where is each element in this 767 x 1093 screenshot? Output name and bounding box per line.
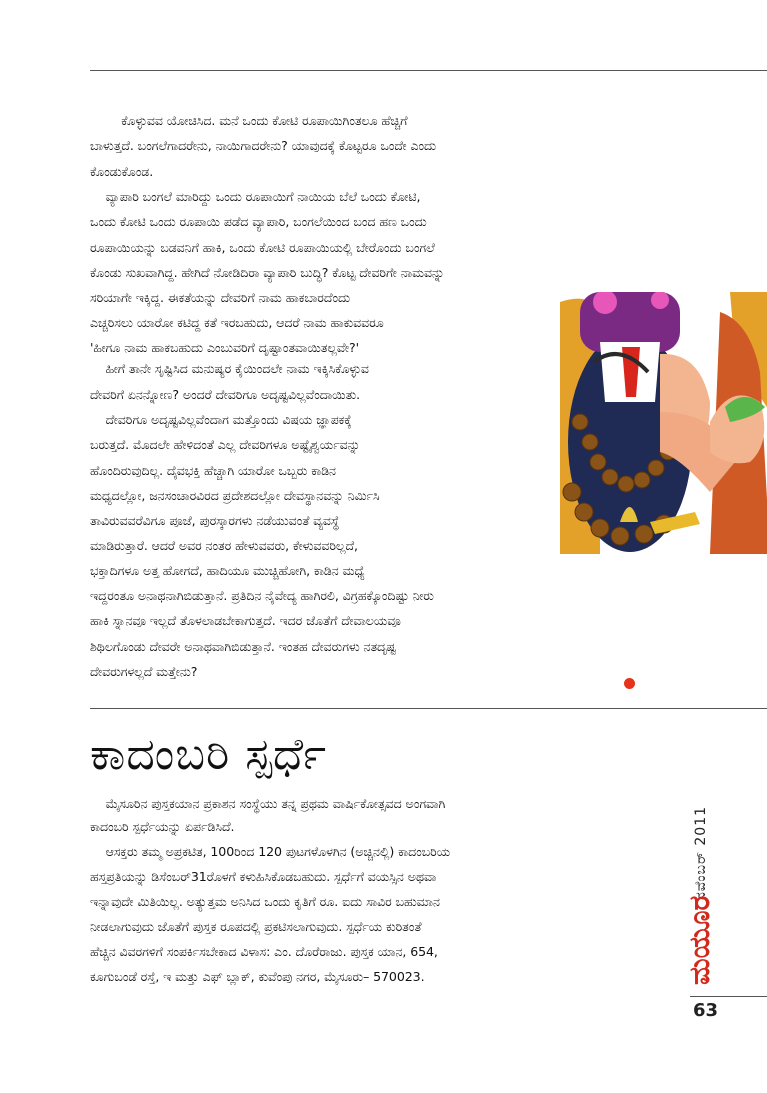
notice-line: ಹಸ್ತಪ್ರತಿಯನ್ನು ಡಿಸೆಂಬರ್31ರೊಳಗೆ ಕಳುಹಿಸಿಕೊಡಬಹುದು. ಸ್ಪರ್ಧೆಗೆ ವಯಸ್ಸಿನ ಅಥವಾ xyxy=(90,869,437,884)
article-line: ಒಂದು ಕೋಟಿ ಒಂದು ರೂಪಾಯಿ ಪಡೆದ ವ್ಯಾಪಾರಿ, ಬಂಗಲೆಯಿಂದ ಬಂದ ಹಣ ಒಂದು xyxy=(90,214,427,229)
top-rule xyxy=(90,70,767,71)
article-line: ಹೊಂದಿರುವುದಿಲ್ಲ. ದೈವಭಕ್ತಿ ಹೆಚ್ಚಾಗಿ ಯಾರೋ ಒಬ್ಬರು ಕಾಡಿನ xyxy=(90,463,336,478)
page-number: 63 xyxy=(693,1000,719,1021)
footer-rule xyxy=(690,996,767,997)
article-line: ವ್ಯಾಪಾರಿ ಬಂಗಲೆ ಮಾರಿದ್ದು ಒಂದು ರೂಪಾಯಿಗೆ ನಾಯಿಯ ಬೆಲೆ ಒಂದು ಕೋಟಿ, xyxy=(90,189,421,204)
article-line: ದೇವರಿಗೂ ಅದೃಷ್ಟವಿಲ್ಲವೆಂದಾಗ ಮತ್ತೊಂದು ವಿಷಯ ಜ್ಞಾಪಕಕ್ಕೆ xyxy=(90,412,352,427)
article-line: ಇದ್ದರಂತೂ ಅನಾಥನಾಗಿಬಿಡುತ್ತಾನೆ. ಪ್ರತಿದಿನ ನೈವೇದ್ಯ ಹಾಗಿರಲಿ, ವಿಗ್ರಹಕ್ಕೊಂದಿಷ್ಟು ನೀರು xyxy=(90,588,434,603)
article-line: ಕೊಳ್ಳುವವ ಯೋಚಿಸಿದ. ಮನೆ ಒಂದು ಕೋಟಿ ರೂಪಾಯಿಗಿಂತಲೂ ಹೆಚ್ಚಿಗೆ xyxy=(90,113,408,128)
notice-line: ಹೆಚ್ಚಿನ ವಿವರಗಳಿಗೆ ಸಂಪರ್ಕಿಸಬೇಕಾದ ವಿಳಾಸ: ಎಂ. ದೊರೆರಾಜು. ಪುಸ್ತಕ ಯಾನ, 654, xyxy=(90,944,438,959)
article-line: ಶಿಥಿಲಗೊಂಡು ದೇವರೇ ಅನಾಥವಾಗಿಬಿಡುತ್ತಾನೆ. ಇಂತಹ ದೇವರುಗಳು ನತದೃಷ್ಟ xyxy=(90,639,396,654)
article-line: ಬಾಳುತ್ತದೆ. ಬಂಗಲೆಗಾದರೇನು, ನಾಯಿಗಾದರೇನು? ಯಾವುದಕ್ಕೆ ಕೊಟ್ಟರೂ ಒಂದೇ ಎಂದು xyxy=(90,138,437,153)
notice-line: ಆಸಕ್ತರು ತಮ್ಮ ಅಪ್ರಕಟಿತ, 100ರಿಂದ 120 ಪುಟಗಳೊಳಗಿನ (ಅಚ್ಚಿನಲ್ಲಿ) ಕಾದಂಬರಿಯ xyxy=(90,844,451,859)
article-line: ಎಚ್ಚರಿಸಲು ಯಾರೋ ಕಟಿದ್ದ ಕತೆ ಇರಬಹುದು, ಆದರೆ ನಾಮ ಹಾಕುವವರೂ xyxy=(90,315,384,330)
article-line: 'ಹೀಗೂ ನಾಮ ಹಾಕಬಹುದು ಎಂಬುವರಿಗೆ ದೃಷ್ಟಾಂತವಾಯಿತಲ್ಲವೇ?' xyxy=(90,340,359,355)
article-line: ಮಧ್ಯದಲ್ಲೋ, ಜನಸಂಚಾರವಿರದ ಪ್ರದೇಶದಲ್ಲೋ ದೇವಸ್ಥಾನವನ್ನು ನಿರ್ಮಿಸಿ xyxy=(90,488,380,503)
article-line: ದೇವರಿಗೆ ಏನನ್ನೋಣ? ಅಂದರೆ ದೇವರಿಗೂ ಅದೃಷ್ಟವಿಲ್ಲವೆಂದಾಯಿತು. xyxy=(90,387,361,402)
article-line: ಮಾಡಿರುತ್ತಾರೆ. ಆದರೆ ಅವರ ನಂತರ ಹೇಳುವವರು, ಕೇಳುವವರಿಲ್ಲದೆ, xyxy=(90,538,358,553)
issue-date: ನವೆಂಬರ್ 2011 xyxy=(693,805,709,900)
notice-line: ಮೈಸೂರಿನ ಪುಸ್ತಕಯಾನ ಪ್ರಕಾಶನ ಸಂಸ್ಥೆಯು ತನ್ನ ಪ್ರಥಮ ವಾರ್ಷಿಕೋತ್ಸವದ ಅಂಗವಾಗಿ xyxy=(90,796,446,811)
article-line: ಹಾಕಿ ಸ್ನಾನವೂ ಇಲ್ಲದೆ ತೊಳಲಾಡಬೇಕಾಗುತ್ತದೆ. ಇದರ ಜೊತೆಗೆ ದೇವಾಲಯವೂ xyxy=(90,613,401,628)
notice-line: ಇನ್ನಾವುದೇ ಮಿತಿಯಿಲ್ಲ. ಅತ್ಯುತ್ತಮ ಅನಿಸಿದ ಒಂದು ಕೃತಿಗೆ ರೂ. ಐದು ಸಾವಿರ ಬಹುಮಾನ xyxy=(90,894,440,909)
notice-line: ಕೂಗುಬಂಡೆ ರಸ್ತೆ, ಇ ಮತ್ತು ಎಫ್ ಬ್ಲಾಕ್, ಕುವೆಂಪು ನಗರ, ಮೈಸೂರು– 570023. xyxy=(90,969,425,984)
article-line: ಹೀಗೆ ತಾನೇ ಸೃಷ್ಟಿಸಿದ ಮನುಷ್ಯರ ಕೈಯಿಂದಲೇ ನಾಮ ಇಕ್ಕಿಸಿಕೊಳ್ಳುವ xyxy=(90,361,369,376)
article-line: ಕೊಂಡು ಸುಖವಾಗಿದ್ದ. ಹೇಗಿದೆ ನೋಡಿದಿರಾ ವ್ಯಾಪಾರಿ ಬುದ್ಧಿ? ಕೊಟ್ಟ ದೇವರಿಗೇ ನಾಮವನ್ನು xyxy=(90,265,445,280)
magazine-logo: ಮಯೂರ xyxy=(683,895,716,985)
end-of-article-bullet xyxy=(624,678,635,689)
notice-line: ನೀಡಲಾಗುವುದು ಜೊತೆಗೆ ಪುಸ್ತಕ ರೂಪದಲ್ಲಿ ಪ್ರಕಟಿಸಲಾಗುವುದು. ಸ್ಪರ್ಧೆಯ ಕುರಿತಂತೆ xyxy=(90,919,422,934)
article-line: ಭಕ್ತಾದಿಗಳೂ ಅತ್ತ ಹೋಗದೆ, ಹಾದಿಯೂ ಮುಚ್ಚಿಹೋಗಿ, ಕಾಡಿನ ಮಧ್ಯೆ xyxy=(90,563,365,578)
article-line: ಕೊಂಡುಕೊಂಡ. xyxy=(90,164,154,179)
notice-line: ಕಾದಂಬರಿ ಸ್ಪರ್ಧೆಯನ್ನು ಏರ್ಪಡಿಸಿದೆ. xyxy=(90,819,235,834)
notice-heading: ಕಾದಂಬರಿ ಸ್ಪರ್ಧೆ xyxy=(90,729,327,780)
article-line: ಸರಿಯಾಗೇ ಇಕ್ಕಿದ್ದ. ಈಕತೆಯನ್ನು ದೇವರಿಗೆ ನಾಮ ಹಾಕಬಾರದೆಂದು xyxy=(90,290,351,305)
article-line: ತಾವಿರುವವರೆವಿಗೂ ಪೂಜೆ, ಪುರಸ್ಕಾರಗಳು ನಡೆಯುವಂತೆ ವ್ಯವಸ್ಥೆ xyxy=(90,513,340,528)
section-rule xyxy=(90,708,767,709)
article-line: ಬರುತ್ತದೆ. ಮೊದಲೇ ಹೇಳಿದಂತೆ ಎಲ್ಲ ದೇವರಿಗಳೂ ಅಷ್ಟೈಶ್ವರ್ಯವನ್ನು xyxy=(90,437,361,452)
article-line: ರೂಪಾಯಿಯನ್ನು ಬಡವನಿಗೆ ಹಾಕಿ, ಒಂದು ಕೋಟಿ ರೂಪಾಯಿಯಲ್ಲಿ ಬೇರೊಂದು ಬಂಗಲೆ xyxy=(90,240,435,255)
article-line: ದೇವರುಗಳಲ್ಲದೆ ಮತ್ತೇನು? xyxy=(90,664,198,679)
deity-illustration xyxy=(560,292,767,554)
